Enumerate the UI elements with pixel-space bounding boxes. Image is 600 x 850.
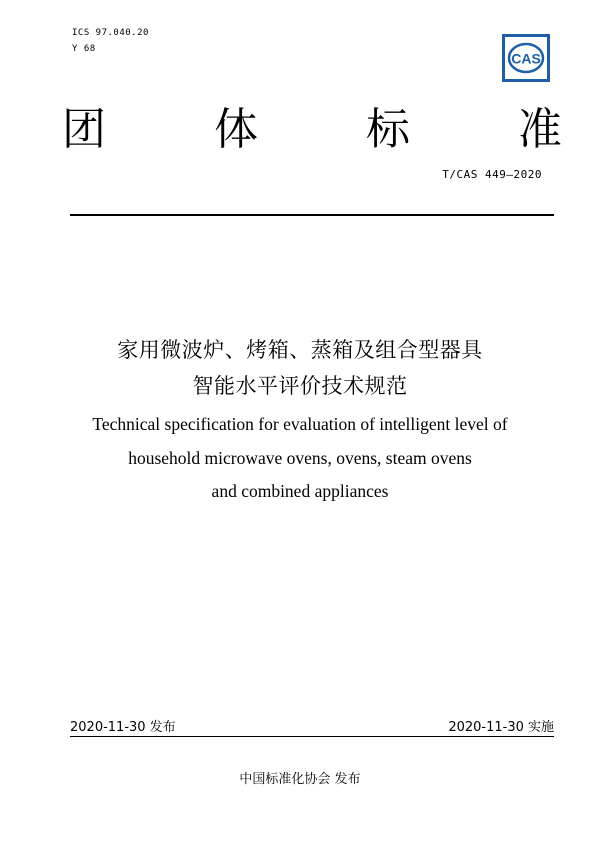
standard-type-char: 标 [366,104,410,155]
publisher: 中国标准化协会 发布 [239,772,361,787]
document-title-cn-line1: 家用微波炉、烤箱、蒸箱及组合型器具 [117,338,483,362]
standard-type-title [62,100,562,160]
issue-date: 2020-11-30 发布 [70,720,176,735]
document-title-cn-line2: 智能水平评价技术规范 [192,374,408,398]
footer-divider [70,736,554,737]
cas-logo-text: CAS [511,50,541,67]
document-title-en-line3: and combined appliances [211,481,389,501]
standard-type-char: 团 [62,104,106,155]
standard-type-char: 准 [518,104,562,155]
document-title-en-line2: household microwave ovens, ovens, steam ovens [128,448,472,468]
cas-logo [502,34,550,82]
ccs-code: Y 68 [72,44,96,54]
document-title-en-line1: Technical specification for evaluation of intelligent level of [92,414,508,434]
ics-code: ICS 97.040.20 [72,28,149,38]
implementation-date: 2020-11-30 实施 [448,720,554,735]
standard-number: T/CAS 449—2020 [442,168,542,181]
header-divider [70,214,554,216]
standard-type-char: 体 [214,104,258,155]
